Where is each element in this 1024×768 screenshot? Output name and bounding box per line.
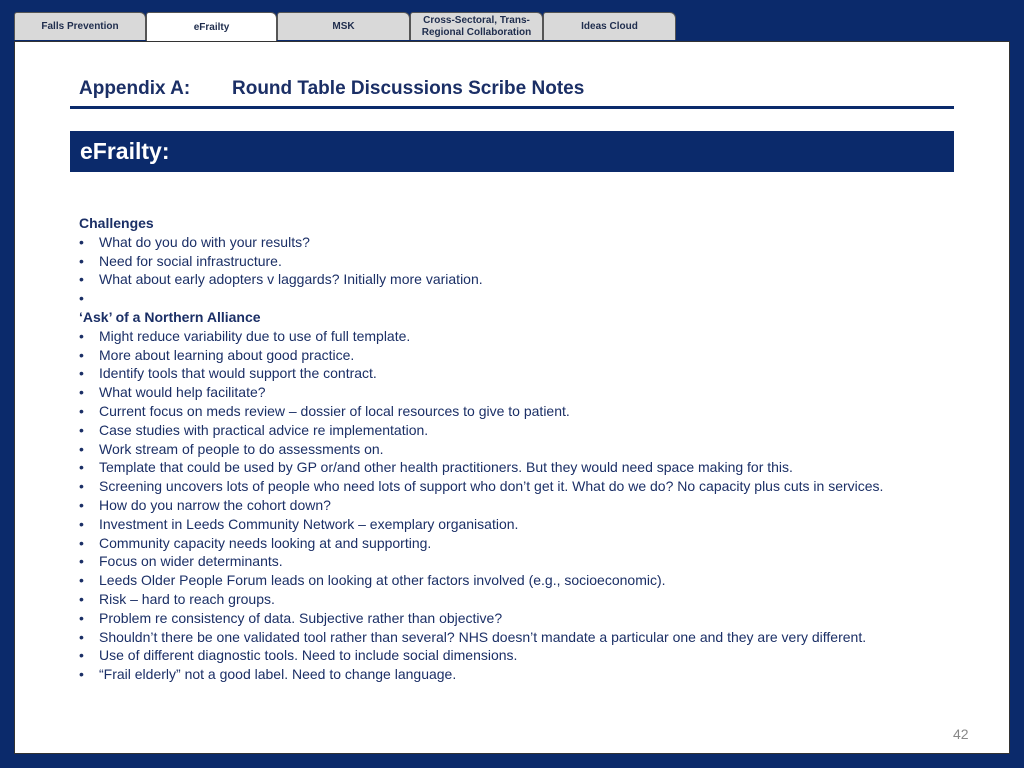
list-item: • Template that could be used by GP or/and other health practitioners. But they would need space making for this. bbox=[79, 458, 979, 477]
list-item: • Community capacity needs looking at and supporting. bbox=[79, 534, 979, 553]
page-number: 42 bbox=[953, 726, 969, 742]
tab-cross-sectoral-line2: Regional Collaboration bbox=[421, 26, 532, 38]
list-item: • Leeds Older People Forum leads on looking at other factors involved (e.g., socioeconomic). bbox=[79, 571, 979, 590]
tab-falls-prevention[interactable]: Falls Prevention bbox=[14, 12, 146, 40]
appendix-label: Appendix A: bbox=[79, 78, 191, 99]
list-item: • What would help facilitate? bbox=[79, 383, 979, 402]
list-item: • Case studies with practical advice re implementation. bbox=[79, 421, 979, 440]
tab-efrailty[interactable]: eFrailty bbox=[146, 12, 277, 42]
heading-divider bbox=[70, 106, 954, 109]
list-item: • Screening uncovers lots of people who need lots of support who don’t get it. What do we do? No capacity plus cuts in services. bbox=[79, 477, 979, 496]
notes-content bbox=[79, 214, 979, 684]
tab-bar bbox=[14, 12, 1014, 42]
list-item: • More about learning about good practice. bbox=[79, 346, 979, 365]
list-item: • How do you narrow the cohort down? bbox=[79, 496, 979, 515]
slide bbox=[14, 41, 1010, 754]
list-item: • Current focus on meds review – dossier of local resources to give to patient. bbox=[79, 402, 979, 421]
challenges-list bbox=[79, 233, 979, 308]
list-item: • Investment in Leeds Community Network – exemplary organisation. bbox=[79, 515, 979, 534]
tab-cross-sectoral[interactable] bbox=[410, 12, 543, 40]
list-item: • Focus on wider determinants. bbox=[79, 552, 979, 571]
list-item: • What about early adopters v laggards? Initially more variation. bbox=[79, 270, 979, 289]
tab-msk[interactable]: MSK bbox=[277, 12, 410, 40]
tab-ideas-cloud[interactable]: Ideas Cloud bbox=[543, 12, 676, 40]
list-item: • Risk – hard to reach groups. bbox=[79, 590, 979, 609]
page-heading bbox=[79, 78, 585, 100]
list-item: • Might reduce variability due to use of full template. bbox=[79, 327, 979, 346]
list-item: • What do you do with your results? bbox=[79, 233, 979, 252]
list-item: • Work stream of people to do assessments on. bbox=[79, 440, 979, 459]
list-item: • Need for social infrastructure. bbox=[79, 252, 979, 271]
list-item: • “Frail elderly” not a good label. Need to change language. bbox=[79, 665, 979, 684]
ask-list bbox=[79, 327, 979, 684]
page-title: Round Table Discussions Scribe Notes bbox=[232, 78, 585, 99]
list-item: • Identify tools that would support the contract. bbox=[79, 364, 979, 383]
tab-cross-sectoral-line1: Cross-Sectoral, Trans- bbox=[423, 14, 530, 26]
list-item: • Use of different diagnostic tools. Need to include social dimensions. bbox=[79, 646, 979, 665]
list-item: • Shouldn’t there be one validated tool rather than several? NHS doesn’t mandate a particular one and they are very different. bbox=[79, 628, 979, 647]
section-banner: eFrailty: bbox=[70, 131, 954, 172]
ask-title: ‘Ask’ of a Northern Alliance bbox=[79, 308, 261, 325]
list-item bbox=[79, 289, 979, 308]
list-item: • Problem re consistency of data. Subjective rather than objective? bbox=[79, 609, 979, 628]
challenges-title: Challenges bbox=[79, 215, 154, 231]
